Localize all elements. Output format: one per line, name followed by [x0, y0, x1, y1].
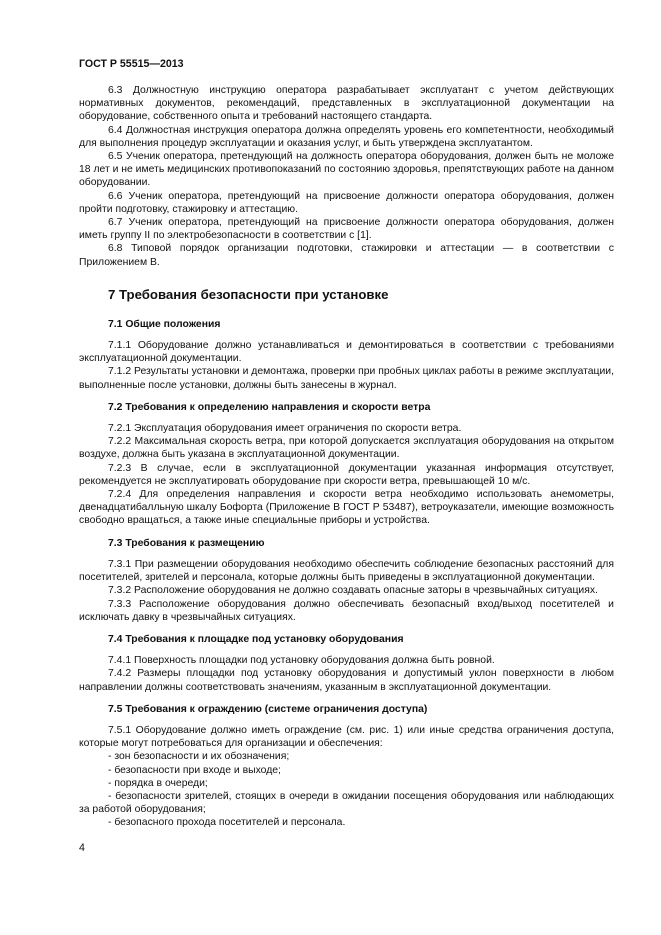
paragraph-6-3: 6.3 Должностную инструкцию оператора разрабатывает эксплуатант с учетом действующих нормативных документов, рекомендаций, представленных в эксплуатационной документации на оборудование, собственного опыта и требований настоящего стандарта. [79, 85, 614, 123]
paragraph-6-6: 6.6 Ученик оператора, претендующий на присвоение должности оператора оборудования, должен пройти подготовку, стажировку и аттестацию. [79, 190, 614, 215]
page-number: 4 [79, 842, 85, 854]
paragraph-6-7: 6.7 Ученик оператора, претендующий на присвоение должности оператора оборудования, должен иметь группу II по электробезопасности в соответствии с [1]. [79, 217, 614, 242]
paragraph-7-1-2: 7.1.2 Результаты установки и демонтажа, проверки при пробных циклах работы в режиме эксплуатации, выполненные после установки, должны быть занесены в журнал. [79, 366, 614, 391]
paragraph-6-8: 6.8 Типовой порядок организации подготовки, стажировки и аттестации — в соответствии с Приложением В. [79, 243, 614, 268]
list-item: - безопасности при входе и выходе; [108, 764, 281, 776]
list-item: - порядка в очереди; [108, 777, 208, 789]
list-item: - зон безопасности и их обозначения; [108, 751, 290, 763]
paragraph-6-4: 6.4 Должностная инструкция оператора должна определять уровень его компетентности, необходимый для выполнения процедур эксплуатации и оказания услуг, и быть утверждена эксплуатантом. [79, 124, 614, 149]
list-item: - безопасности зрителей, стоящих в очереди в ожидании посещения оборудования или наблюдающих за работой оборудования; [79, 790, 614, 816]
paragraph-7-2-3: 7.2.3 В случае, если в эксплуатационной документации указанная информация отсутствует, рекомендуется не эксплуатировать оборудование при скорости ветра, превышающей 10 м/с. [79, 462, 614, 487]
paragraph-7-2-2: 7.2.2 Максимальная скорость ветра, при которой допускается эксплуатация оборудования на открытом воздухе, должна быть указана в эксплуатационной документации. [79, 436, 614, 461]
paragraph-7-2-4: 7.2.4 Для определения направления и скорости ветра необходимо использовать анемометры, двенадцатибалльную шкалу Бофорта (Приложение В ГОСТ Р 53487), ветроуказатели, имеющие возможность свободно вращаться, а также иные специальные приборы и устройства. [79, 489, 614, 527]
section-7-5-heading: 7.5 Требования к ограждению (системе ограничения доступа) [108, 703, 428, 715]
paragraph-7-4-1: 7.4.1 Поверхность площадки под установку оборудования должна быть ровной. [108, 655, 495, 667]
section-7-3-heading: 7.3 Требования к размещению [108, 537, 265, 549]
paragraph-6-5: 6.5 Ученик оператора, претендующий на должность оператора оборудования, должен быть не моложе 18 лет и не иметь медицинских противопоказаний по состоянию здоровья, препятствующих работе на данном оборудовании. [79, 151, 614, 189]
document-header: ГОСТ Р 55515—2013 [79, 58, 184, 70]
paragraph-7-4-2: 7.4.2 Размеры площадки под установку оборудования и допустимый уклон поверхности в любом направлении должны соответствовать значениям, указанным в эксплуатационной документации. [79, 668, 614, 693]
paragraph-7-3-2: 7.3.2 Расположение оборудования не должно создавать опасные заторы в чрезвычайных ситуациях. [108, 585, 598, 597]
paragraph-7-2-1: 7.2.1 Эксплуатация оборудования имеет ограничения по скорости ветра. [108, 423, 462, 435]
section-7-2-heading: 7.2 Требования к определению направления и скорости ветра [108, 401, 431, 413]
list-item: - безопасного прохода посетителей и персонала. [108, 817, 346, 829]
document-body [79, 84, 614, 830]
paragraph-7-5-1: 7.5.1 Оборудование должно иметь ограждение (см. рис. 1) или иные средства ограничения доступа, которые могут потребоваться для организации и обеспечения: [79, 724, 614, 750]
section-7-heading: 7 Требования безопасности при установке [108, 286, 389, 302]
paragraph-7-1-1: 7.1.1 Оборудование должно устанавливаться и демонтироваться в соответствии с требованиями эксплуатационной документации. [79, 340, 614, 365]
paragraph-7-3-3: 7.3.3 Расположение оборудования должно обеспечивать безопасный вход/выход посетителей и исключать давку в чрезвычайных ситуациях. [79, 598, 614, 623]
section-7-4-heading: 7.4 Требования к площадке под установку оборудования [108, 633, 404, 645]
section-7-1-heading: 7.1 Общие положения [108, 318, 221, 330]
paragraph-7-3-1: 7.3.1 При размещении оборудования необходимо обеспечить соблюдение безопасных расстояний для посетителей, зрителей и персонала, которые должны быть приведены в эксплуатационной документации. [79, 558, 614, 584]
